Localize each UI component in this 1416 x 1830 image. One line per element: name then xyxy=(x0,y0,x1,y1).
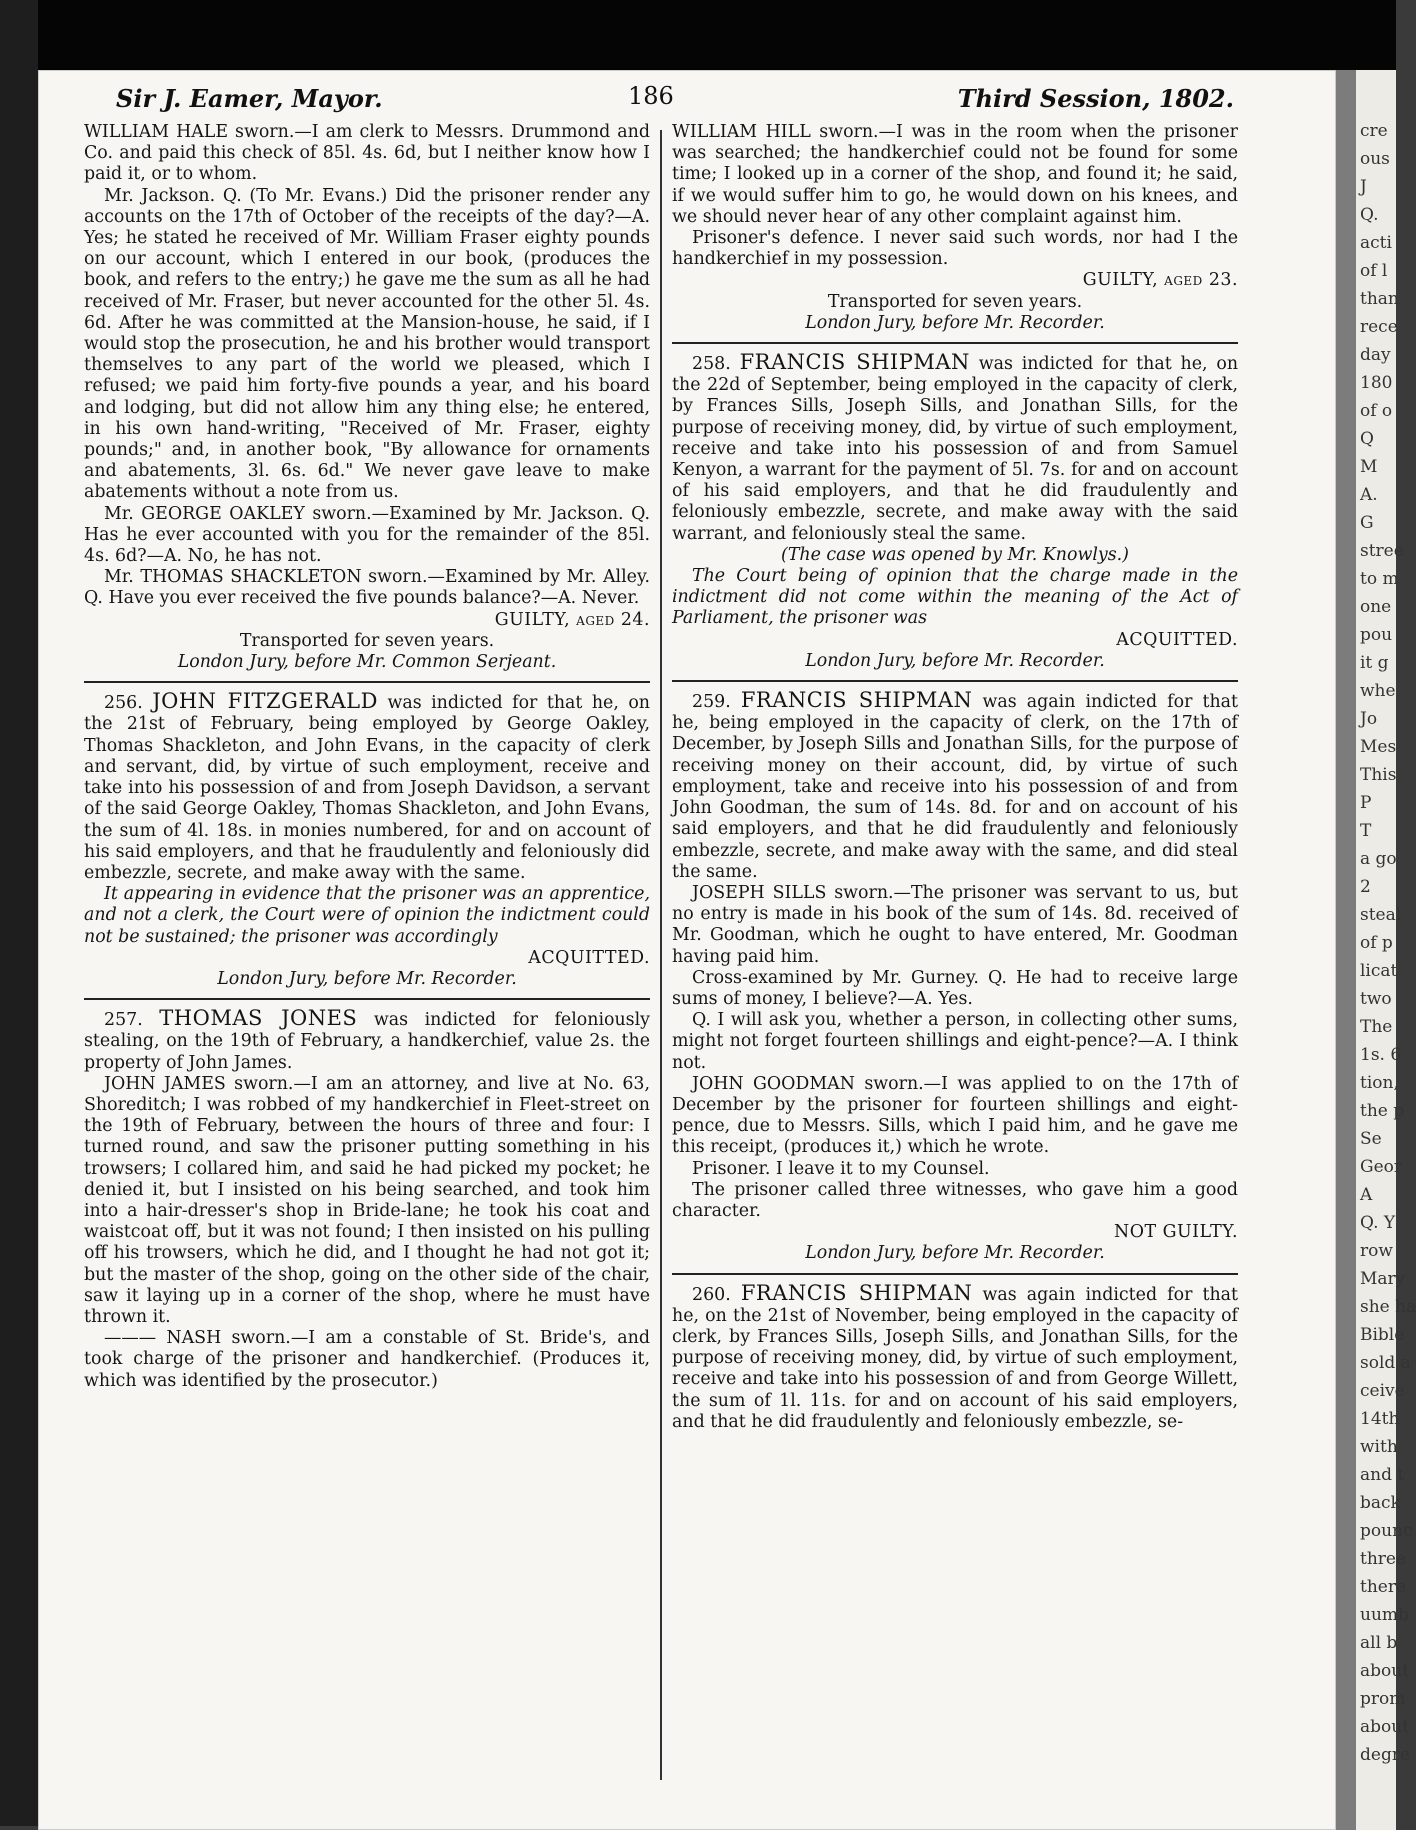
case-number: 260. xyxy=(692,1284,731,1305)
verdict-257: GUILTY, aged 23. xyxy=(1082,270,1238,291)
facing-page-line: acti xyxy=(1360,233,1392,253)
header-mayor: Sir J. Eamer, Mayor. xyxy=(116,84,383,113)
facing-page-line: G xyxy=(1360,513,1374,533)
facing-page-line: Jo xyxy=(1360,709,1378,729)
scan-top-border xyxy=(0,0,1396,75)
facing-page-line: Se xyxy=(1360,1129,1382,1149)
facing-page-line: three xyxy=(1360,1549,1407,1569)
facing-page-line: Mes xyxy=(1360,737,1397,757)
indictment-text: was indicted for that he, on the 22d of September, being employed in the capacity of clerk, by Frances Sills, Joseph Sills, and Jonathan Sills, for the purpose of receiving money, did, by virtue of such employment, receive and take into his possession of and from Samuel Kenyon, a warrant for the payment of 5l. 7s. for and on account of his said employers, and that he did fraudulently and feloniously embezzle, secrete, and make away with the said warrant, and feloniously steal the same. xyxy=(672,354,1239,544)
jury-257: London Jury, before Mr. Recorder. xyxy=(805,312,1105,333)
facing-page-line: uumb xyxy=(1360,1605,1409,1625)
facing-page-fragment xyxy=(1356,70,1416,1830)
jury-258: London Jury, before Mr. Recorder. xyxy=(805,650,1105,671)
facing-page-line: and t xyxy=(1360,1465,1405,1485)
facing-page-line: ous xyxy=(1360,149,1390,169)
character-witnesses: The prisoner called three witnesses, who gave him a good character. xyxy=(672,1179,1238,1221)
case-separator xyxy=(672,1273,1238,1275)
right-column xyxy=(672,122,1238,1802)
testimony-john-goodman: JOHN GOODMAN sworn.—I was applied to on the 17th of December by the prisoner for fourteen shillings and eight-pence, due to Messrs. Sills, which I paid him, and he gave me this receipt, (produces it,) which he wrote. xyxy=(672,1073,1238,1158)
facing-page-line: rece xyxy=(1360,317,1398,337)
facing-page-line: about xyxy=(1360,1661,1410,1681)
case-257 xyxy=(84,1008,650,1074)
facing-page-line: row xyxy=(1360,1241,1393,1261)
facing-page-line: Q xyxy=(1360,429,1374,449)
case-separator xyxy=(84,681,650,683)
facing-page-line: one xyxy=(1360,597,1392,617)
defendant-name: FRANCIS SHIPMAN xyxy=(740,1280,973,1305)
facing-page-line: than xyxy=(1360,289,1399,309)
examination-jackson: Mr. Jackson. Q. (To Mr. Evans.) Did the prisoner render any accounts on the 17th of October of the receipts of the day?—A. Yes; he stated he received of Mr. William Fraser eighty pounds on our account, which I entered in our book, (produces the book, and refers to the entry;) he gave me the sum as all he had received of Mr. Fraser, but never accounted for the other 5l. 4s. 6d. After he was committed at the Mansion-house, he said, if I would stop the prosecution, he and his brother would transport themselves to any part of the world we pleased, which I refused; we paid him forty-five pounds a year, and his board and lodging, but did not allow him any thing else; he entered, in his own hand-writing, "Received of Mr. Fraser, eighty pounds;" and, in another book, "By allowance for ornaments and abatements, 3l. 6s. 6d." We never gave leave to make abatements without a note from us. xyxy=(84,185,650,503)
column-divider xyxy=(660,130,662,1780)
case-number: 258. xyxy=(692,354,731,375)
facing-page-line: day xyxy=(1360,345,1391,365)
facing-page-line: sold a xyxy=(1360,1353,1411,1373)
verdict-258: ACQUITTED. xyxy=(1116,629,1238,650)
case-number: 259. xyxy=(692,692,731,713)
testimony-thomas-shackleton: Mr. THOMAS SHACKLETON sworn.—Examined by Mr. Alley. Q. Have you ever received the five pounds balance?—A. Never. xyxy=(84,567,650,609)
cross-examination-gurney: Cross-examined by Mr. Gurney. Q. He had to receive large sums of money, I believe?—A. Yes. xyxy=(672,967,1238,1009)
testimony-joseph-sills: JOSEPH SILLS sworn.—The prisoner was servant to us, but no entry is made in his book of the sum of 14s. 8d. received of Mr. Goodman, which he ought to have entered, Mr. Goodman having paid him. xyxy=(672,882,1238,967)
facing-page-line: pou xyxy=(1360,625,1393,645)
testimony-william-hale: WILLIAM HALE sworn.—I am clerk to Messrs. Drummond and Co. and paid this check of 85l. 4s. 6d, but I neither know how I paid it, or to whom. xyxy=(84,122,650,185)
facing-page-line: steal xyxy=(1360,905,1402,925)
indictment-text: was again indicted for that he, being employed in the capacity of clerk, on the 17th of December, by Joseph Sills and Jonathan Sills, for the purpose of receiving money on their account, did, by virtue of such employment, take and receive into his possession of and from John Goodman, the sum of 14s. 8d. for and on account of his said employers, and that he did fraudulently and feloniously embezzle, secrete, and make away with the same, and did steal the same. xyxy=(672,692,1239,882)
question-collecting: Q. I will ask you, whether a person, in collecting other sums, might not forget fourteen shillings and eight-pence?—A. I think not. xyxy=(672,1010,1238,1073)
case-number: 256. xyxy=(104,693,143,714)
facing-page-line: pounc xyxy=(1360,1521,1413,1541)
facing-page-line: cre xyxy=(1360,121,1388,141)
jury-256: London Jury, before Mr. Recorder. xyxy=(217,968,517,989)
verdict-259: NOT GUILTY. xyxy=(1113,1222,1238,1243)
sentence-255: Transported for seven years. xyxy=(239,630,495,651)
facing-page-line: A. xyxy=(1360,485,1378,505)
facing-page-line: two xyxy=(1360,989,1392,1009)
running-header xyxy=(80,82,1240,120)
facing-page-line: of l xyxy=(1360,261,1388,281)
prisoner-statement: Prisoner. I leave it to my Counsel. xyxy=(692,1158,990,1179)
jury-259: London Jury, before Mr. Recorder. xyxy=(805,1243,1105,1264)
facing-page-line: to m xyxy=(1360,569,1399,589)
case-number: 257. xyxy=(104,1010,143,1031)
facing-page-line: about xyxy=(1360,1717,1410,1737)
indictment-text: was again indicted for that he, on the 21st of November, being employed in the capacity of clerk, by Frances Sills, Joseph Sills, and Jonathan Sills, for the purpose of receiving money, did, by virtue of such employment, receive and take into his possession of and from George Willett, the sum of 1l. 11s. for and on account of his said employers, and that he did fraudulently and feloniously embezzle, se- xyxy=(672,1284,1239,1432)
facing-page-line: licat xyxy=(1360,961,1398,981)
facing-page-line: The xyxy=(1360,1017,1393,1037)
facing-page-line: Q. Y xyxy=(1360,1213,1396,1233)
defendant-name: FRANCIS SHIPMAN xyxy=(740,688,973,713)
testimony-george-oakley: Mr. GEORGE OAKLEY sworn.—Examined by Mr. Jackson. Q. Has he ever accounted with you for the remainder of the 85l. 4s. 6d?—A. No, he has not. xyxy=(84,503,650,567)
facing-page-line: stree xyxy=(1360,541,1404,561)
facing-page-line: there xyxy=(1360,1577,1407,1597)
defendant-name: FRANCIS SHIPMAN xyxy=(739,350,970,375)
facing-page-line: of p xyxy=(1360,933,1393,953)
facing-page-line: 14th xyxy=(1360,1409,1400,1429)
verdict-255: GUILTY, aged 24. xyxy=(494,609,650,630)
case-separator xyxy=(672,680,1238,682)
facing-page-line: the p xyxy=(1360,1101,1405,1121)
case-opened-note: (The case was opened by Mr. Knowlys.) xyxy=(781,544,1129,565)
court-note-256: It appearing in evidence that the prisoner was an apprentice, and not a clerk, the Court were of opinion the indictment could not be sustained; the prisoner was accordingly xyxy=(84,884,650,947)
facing-page-line: degre xyxy=(1360,1745,1411,1765)
facing-page-line: Q. xyxy=(1360,205,1379,225)
facing-page-line: tion, xyxy=(1360,1073,1399,1093)
header-session: Third Session, 1802. xyxy=(957,84,1234,113)
prisoner-defence: Prisoner's defence. I never said such words, nor had I the handkerchief in my possession. xyxy=(672,228,1238,270)
facing-page-line: ceive xyxy=(1360,1381,1405,1401)
testimony-william-hill: WILLIAM HILL sworn.—I was in the room when the prisoner was searched; the handkerchief could not be found for some time; I looked up in a corner of the shop, and found it; he said, if we would suffer him to go, he would down on his knees, and we should never hear of any other complaint against him. xyxy=(672,122,1238,227)
facing-page-line: with xyxy=(1360,1437,1398,1457)
facing-page-line: back xyxy=(1360,1493,1401,1513)
indictment-text: was indicted for that he, on the 21st of February, being employed by George Oakley, Thomas Shackleton, and John Evans, in the capacity of clerk and servant, did, by virtue of such employment, receive and take into his possession of and from Joseph Davidson, a servant of the said George Oakley, Thomas Shackleton, and John Evans, the sum of 4l. 18s. in monies numbered, for and on account of his said employers, and that he fraudulently and feloniously did embezzle, secrete, and make away with the same. xyxy=(84,693,650,883)
testimony-nash: ——— NASH sworn.—I am a constable of St. Bride's, and took charge of the prisoner and handkerchief. (Produces it, which was identified by the prosecutor.) xyxy=(84,1328,650,1391)
facing-page-line: 2 xyxy=(1360,877,1371,897)
facing-page-line: 180 xyxy=(1360,373,1393,393)
verdict-256: ACQUITTED. xyxy=(528,947,650,968)
facing-page-line: it g xyxy=(1360,653,1389,673)
facing-page-line: J xyxy=(1360,177,1367,197)
facing-page-line: whe xyxy=(1360,681,1396,701)
book-gutter xyxy=(1336,70,1356,1830)
facing-page-line: Mary xyxy=(1360,1269,1406,1289)
case-258 xyxy=(672,352,1238,545)
facing-page-line: a go xyxy=(1360,849,1397,869)
indictment-text: was indicted for feloniously stealing, on the 19th of February, a handkerchief, value 2s. the property of John James. xyxy=(84,1010,650,1073)
facing-page-line: M xyxy=(1360,457,1378,477)
facing-page-line: she ha xyxy=(1360,1297,1416,1317)
facing-page-line: prom xyxy=(1360,1689,1406,1709)
sentence-257: Transported for seven years. xyxy=(827,291,1083,312)
scan-left-border xyxy=(0,0,38,1826)
facing-page-line: T xyxy=(1360,821,1372,841)
defendant-name: THOMAS JONES xyxy=(159,1006,358,1031)
page-number: 186 xyxy=(628,82,674,110)
facing-page-line: This xyxy=(1360,765,1397,785)
jury-255: London Jury, before Mr. Common Serjeant. xyxy=(177,652,557,673)
facing-page-line: 1s. 6 xyxy=(1360,1045,1402,1065)
left-column xyxy=(84,122,650,1802)
court-note-258: The Court being of opinion that the charge made in the indictment did not come within the meaning of the Act of Parliament, the prisoner was xyxy=(672,566,1238,629)
case-260 xyxy=(672,1280,1239,1433)
testimony-john-james: JOHN JAMES sworn.—I am an attorney, and live at No. 63, Shoreditch; I was robbed of my handkerchief in Fleet-street on the 19th of February, between the hours of three and four: I turned round, and saw the prisoner putting something in his trowsers; I collared him, and said he had picked my pocket; he denied it, but I insisted on his being searched, and took him into a hair-dresser's shop in Bride-lane; he took his coat and waistcoat off, but it was not found; I then insisted on his pulling off his trowsers, which he did, and I thought he had not got it; but the master of the shop, going on the other side of the chair, saw it laying up in a corner of the shop, where he must have thrown it. xyxy=(84,1073,650,1327)
case-separator xyxy=(84,998,650,1000)
facing-page-line: all b xyxy=(1360,1633,1398,1653)
facing-page-line: A xyxy=(1360,1185,1373,1205)
case-259 xyxy=(672,690,1238,883)
defendant-name: JOHN FITZGERALD xyxy=(152,689,378,714)
facing-page-line: Bible xyxy=(1360,1325,1405,1345)
case-256 xyxy=(84,691,650,884)
facing-page-line: Geor xyxy=(1360,1157,1403,1177)
facing-page-line: of o xyxy=(1360,401,1393,421)
facing-page-line: P xyxy=(1360,793,1372,813)
case-separator xyxy=(672,342,1238,344)
